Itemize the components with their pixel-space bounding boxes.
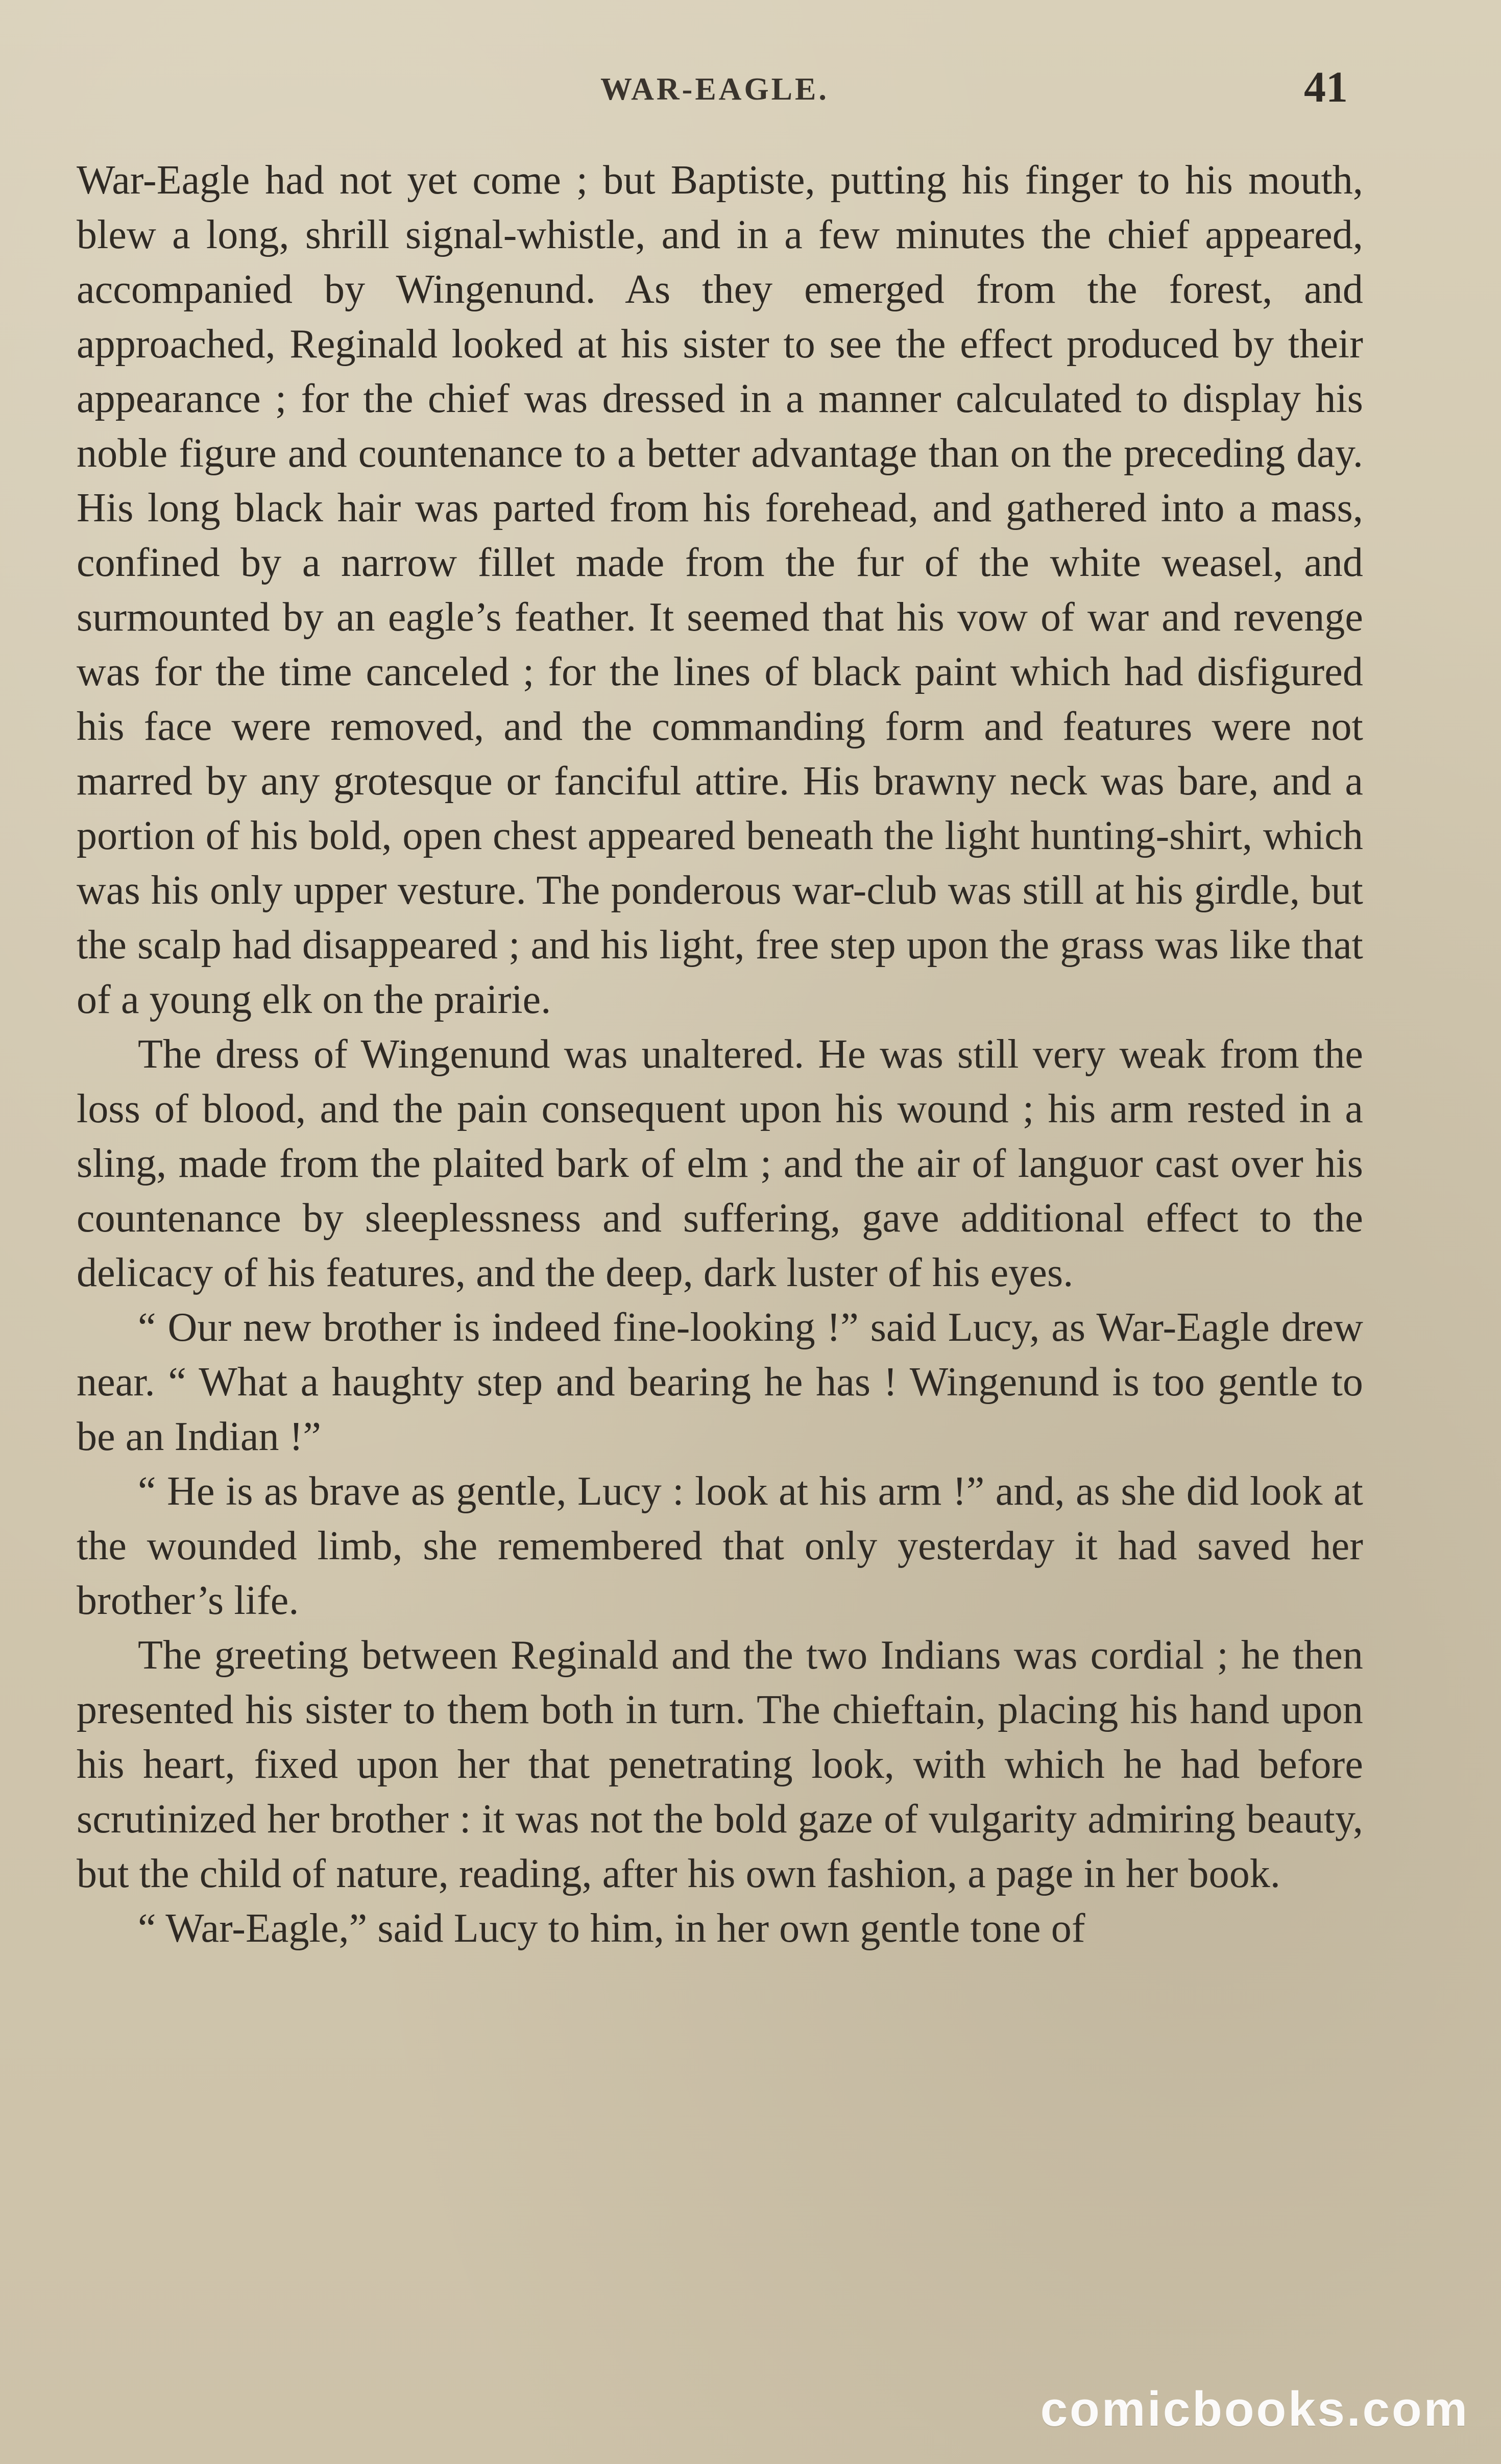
page-number: 41 bbox=[1304, 62, 1348, 111]
running-title: WAR-EAGLE. bbox=[600, 72, 829, 107]
paragraph-4: “ He is as brave as gentle, Lucy : look at his arm !” and, as she did look at the wounded limb, she remembered that only yesterday it had saved her brother’s life. bbox=[77, 1469, 1363, 1623]
site-watermark: comicbooks.com bbox=[1040, 2382, 1469, 2436]
paragraph-6: “ War-Eagle,” said Lucy to him, in her own gentle tone of bbox=[138, 1906, 1085, 1951]
paragraph-3: “ Our new brother is indeed fine-looking !” said Lucy, as War-Eagle drew near. “ What a haughty step and bearing he has ! Wingenund is too gentle to be an Indian !” bbox=[77, 1305, 1363, 1459]
paragraph-5: The greeting between Reginald and the two Indians was cordial ; he then presented his sister to them both in turn. The chieftain, placing his hand upon his heart, fixed upon her that penetrating look, with which he had before scrutinized her brother : it was not the bold gaze of vulgarity admiring beauty, but the child of nature, reading, after his own fashion, a page in her book. bbox=[77, 1633, 1363, 1896]
body-text bbox=[77, 153, 1363, 1956]
paragraph-1: War-Eagle had not yet come ; but Baptiste, putting his finger to his mouth, blew a long, shrill signal-whistle, and in a few minutes the chief appeared, accompanied by Wingenund. As they emerged from the forest, and approached, Reginald looked at his sister to see the effect produced by their appearance ; for the chief was dressed in a manner calculated to display his noble figure and countenance to a better advantage than on the preceding day. His long black hair was parted from his forehead, and gathered into a mass, confined by a narrow fillet made from the fur of the white weasel, and surmounted by an eagle’s feather. It seemed that his vow of war and revenge was for the time canceled ; for the lines of black paint which had disfigured his face were removed, and the commanding form and features were not marred by any grotesque or fanciful attire. His brawny neck was bare, and a portion of his bold, open chest appeared beneath the light hunting-shirt, which was his only upper vesture. The ponderous war-club was still at his girdle, but the scalp had disappeared ; and his light, free step upon the grass was like that of a young elk on the prairie. bbox=[77, 158, 1363, 1022]
page-header bbox=[0, 61, 1501, 123]
paragraph-2: The dress of Wingenund was unaltered. He was still very weak from the loss of blood, and the pain consequent upon his wound ; his arm rested in a sling, made from the plaited bark of elm ; and the air of languor cast over his countenance by sleeplessness and suffering, gave additional effect to the delicacy of his features, and the deep, dark luster of his eyes. bbox=[77, 1032, 1363, 1295]
